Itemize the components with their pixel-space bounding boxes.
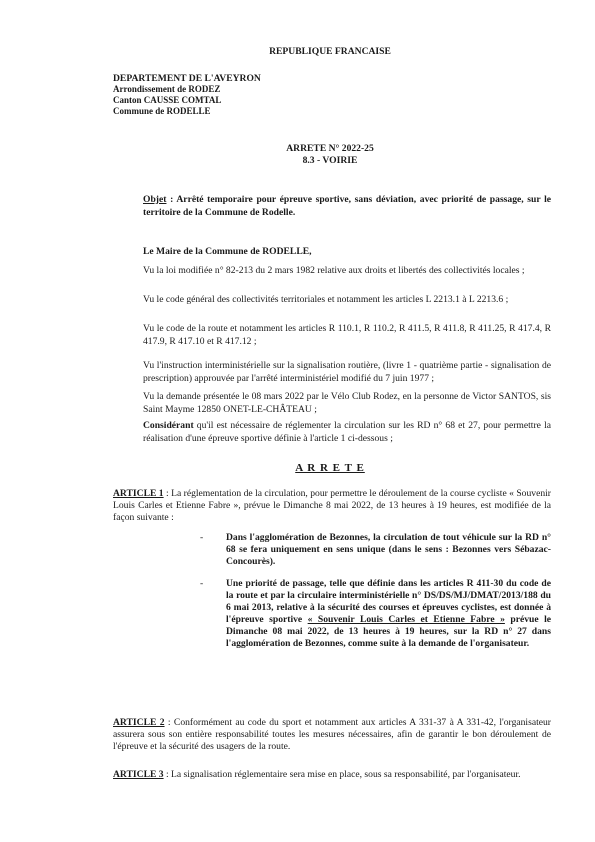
arrete-number: ARRETE N° 2022-25 xyxy=(286,143,374,154)
article-3-paragraph xyxy=(113,769,551,781)
article-2-text: : Conformément au code du sport et notamment aux articles A 331-37 à A 331-42, l'organisateur assurera sous son entière responsabilité toutes les mesures nécessaires, afin de garantir le bon déroulement de l'épreuve et la sécurité des usagers de la route. xyxy=(113,717,551,753)
article-1-label: ARTICLE 1 xyxy=(113,488,164,499)
department-line: DEPARTEMENT DE L'AVEYRON xyxy=(113,73,261,84)
considerant-text: qu'il est nécessaire de réglementer la circulation sur les RD n° 68 et 27, pour permettre la réalisation d'une épreuve sportive définie à l'article 1 ci-dessous ; xyxy=(143,420,551,444)
considerant-paragraph xyxy=(143,420,551,445)
arrete-category: 8.3 - VOIRIE xyxy=(302,155,358,166)
visa-code-route: Vu le code de la route et notamment les articles R 110.1, R 110.2, R 411.5, R 411.8, R 411.25, R 417.4, R 417.9, R 417.10 et R 417.12 ; xyxy=(143,323,551,347)
objet-label: Objet xyxy=(143,194,167,205)
article-1-race-name: « Souvenir Louis Carles et Etienne Fabre » xyxy=(307,614,505,625)
republic-heading: REPUBLIQUE FRANCAISE xyxy=(269,46,391,57)
article-1-item-2-text-b: prévue le Dimanche 08 mai 2022, de 13 heures à 19 heures, sur la RD n° 27 dans l'agglomération de Bezonnes, comme suite à la demande de l'organisateur. xyxy=(226,614,551,649)
visa-instruction: Vu l'instruction interministérielle sur la signalisation routière, (livre 1 - quatrième partie - signalisation de prescription) approuvée par l'arrêté interministériel modifié du 7 juin 1977 ; xyxy=(143,360,551,384)
objet-paragraph xyxy=(143,194,551,219)
arrondissement-line: Arrondissement de RODEZ xyxy=(113,84,221,94)
visa-demande: Vu la demande présentée le 08 mars 2022 par le Vélo Club Rodez, en la personne de Victor SANTOS, sis Saint Mayme 12850 ONET-LE-CHÂTEAU ; xyxy=(143,391,551,415)
article-1-item-2 xyxy=(226,578,551,650)
visa-cgct: Vu le code général des collectivités territoriales et notamment les articles L 2213.1 à L 2213.6 ; xyxy=(143,294,509,305)
article-1-item-2-text-a: Une priorité de passage, telle que définie dans les articles R 411-30 du code de la route et par la circulaire interministérielle n° DS/DS/MJ/DMAT/2013/188 du 6 mai 2013, relative à la sécurité des courses et épreuves cyclistes, est donnée à l'épreuve sportive xyxy=(226,578,551,625)
article-1-text: : La réglementation de la circulation, pour permettre le déroulement de la course cycliste « Souvenir Louis Carles et Etienne Fabre », prévue le Dimanche 8 mai 2022, de 13 heures à 19 heures, est modifiée de la façon suivante : xyxy=(113,488,551,524)
article-1-bullet-1: - xyxy=(200,532,204,543)
article-3-label: ARTICLE 3 xyxy=(113,769,164,780)
article-1-paragraph xyxy=(113,488,551,525)
canton-line: Canton CAUSSE COMTAL xyxy=(113,95,222,105)
article-1-item-1: Dans l'agglomération de Bezonnes, la circulation de tout véhicule sur la RD n° 68 se fera uniquement en sens unique (dans le sens : Bezonnes vers Sébazac-Concourès). xyxy=(226,532,551,567)
considerant-label: Considérant xyxy=(143,420,194,431)
arrete-heading: A R R E T E xyxy=(295,462,365,474)
commune-line: Commune de RODELLE xyxy=(113,106,211,116)
article-3-text: : La signalisation réglementaire sera mise en place, sous sa responsabilité, par l'organisateur. xyxy=(163,769,521,780)
article-2-paragraph xyxy=(113,717,551,754)
objet-text: : Arrêté temporaire pour épreuve sportive, sans déviation, avec priorité de passage, sur le territoire de la Commune de Rodelle. xyxy=(143,194,551,218)
maire-heading: Le Maire de la Commune de RODELLE, xyxy=(143,246,312,257)
article-1-bullet-2: - xyxy=(200,578,204,589)
visa-loi: Vu la loi modifiée n° 82-213 du 2 mars 1982 relative aux droits et libertés des collectivités locales ; xyxy=(143,265,525,276)
article-2-label: ARTICLE 2 xyxy=(113,717,165,728)
